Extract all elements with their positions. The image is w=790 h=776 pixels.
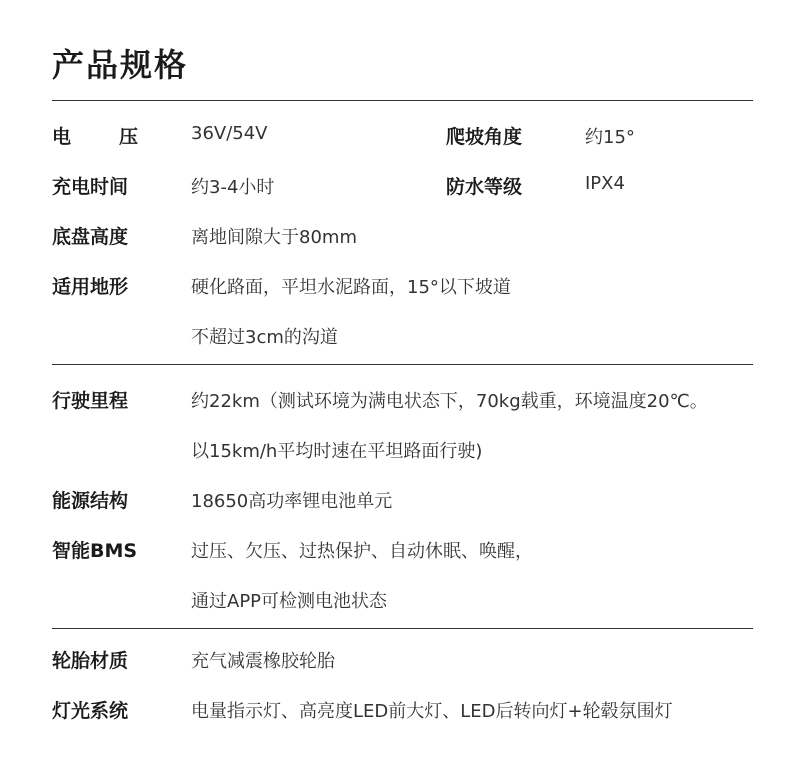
label-clearance: 底盘高度 bbox=[52, 226, 129, 248]
value-range-line2: 以15km/h平均时速在平坦路面行驶) bbox=[191, 441, 483, 462]
value-bms-line1: 过压、欠压、过热保护、自动休眠、唤醒， bbox=[191, 541, 533, 562]
label-voltage bbox=[52, 122, 138, 149]
label-voltage-char-2: 压 bbox=[118, 126, 138, 148]
label-waterproof: 防水等级 bbox=[446, 176, 523, 198]
value-lights: 电量指示灯、高亮度LED前大灯、LED后转向灯+轮毂氛围灯 bbox=[191, 701, 673, 722]
value-charge-time: 约3-4小时 bbox=[191, 177, 275, 198]
label-range: 行驶里程 bbox=[52, 390, 129, 412]
label-climb: 爬坡角度 bbox=[446, 126, 523, 148]
value-climb: 约15° bbox=[585, 127, 635, 148]
label-terrain: 适用地形 bbox=[52, 276, 129, 298]
value-waterproof: IPX4 bbox=[585, 173, 625, 194]
label-bms: 智能BMS bbox=[52, 540, 138, 562]
divider bbox=[52, 100, 753, 101]
value-tire: 充气减震橡胶轮胎 bbox=[191, 651, 335, 672]
label-voltage-char-1: 电 bbox=[52, 126, 72, 148]
label-battery: 能源结构 bbox=[52, 490, 129, 512]
value-terrain-line1: 硬化路面，平坦水泥路面，15°以下坡道 bbox=[191, 277, 511, 298]
value-clearance: 离地间隙大于80mm bbox=[191, 227, 357, 248]
label-tire: 轮胎材质 bbox=[52, 650, 129, 672]
divider bbox=[52, 628, 753, 629]
value-terrain-line2: 不超过3cm的沟道 bbox=[191, 327, 338, 348]
value-voltage: 36V/54V bbox=[191, 123, 268, 144]
value-bms-line2: 通过APP可检测电池状态 bbox=[191, 591, 388, 612]
page-title: 产品规格 bbox=[52, 46, 189, 84]
value-battery: 18650高功率锂电池单元 bbox=[191, 491, 393, 512]
value-range-line1: 约22km（测试环境为满电状态下，70kg载重，环境温度20℃。 bbox=[191, 391, 708, 412]
label-lights: 灯光系统 bbox=[52, 700, 129, 722]
label-charge-time: 充电时间 bbox=[52, 176, 129, 198]
divider bbox=[52, 364, 753, 365]
